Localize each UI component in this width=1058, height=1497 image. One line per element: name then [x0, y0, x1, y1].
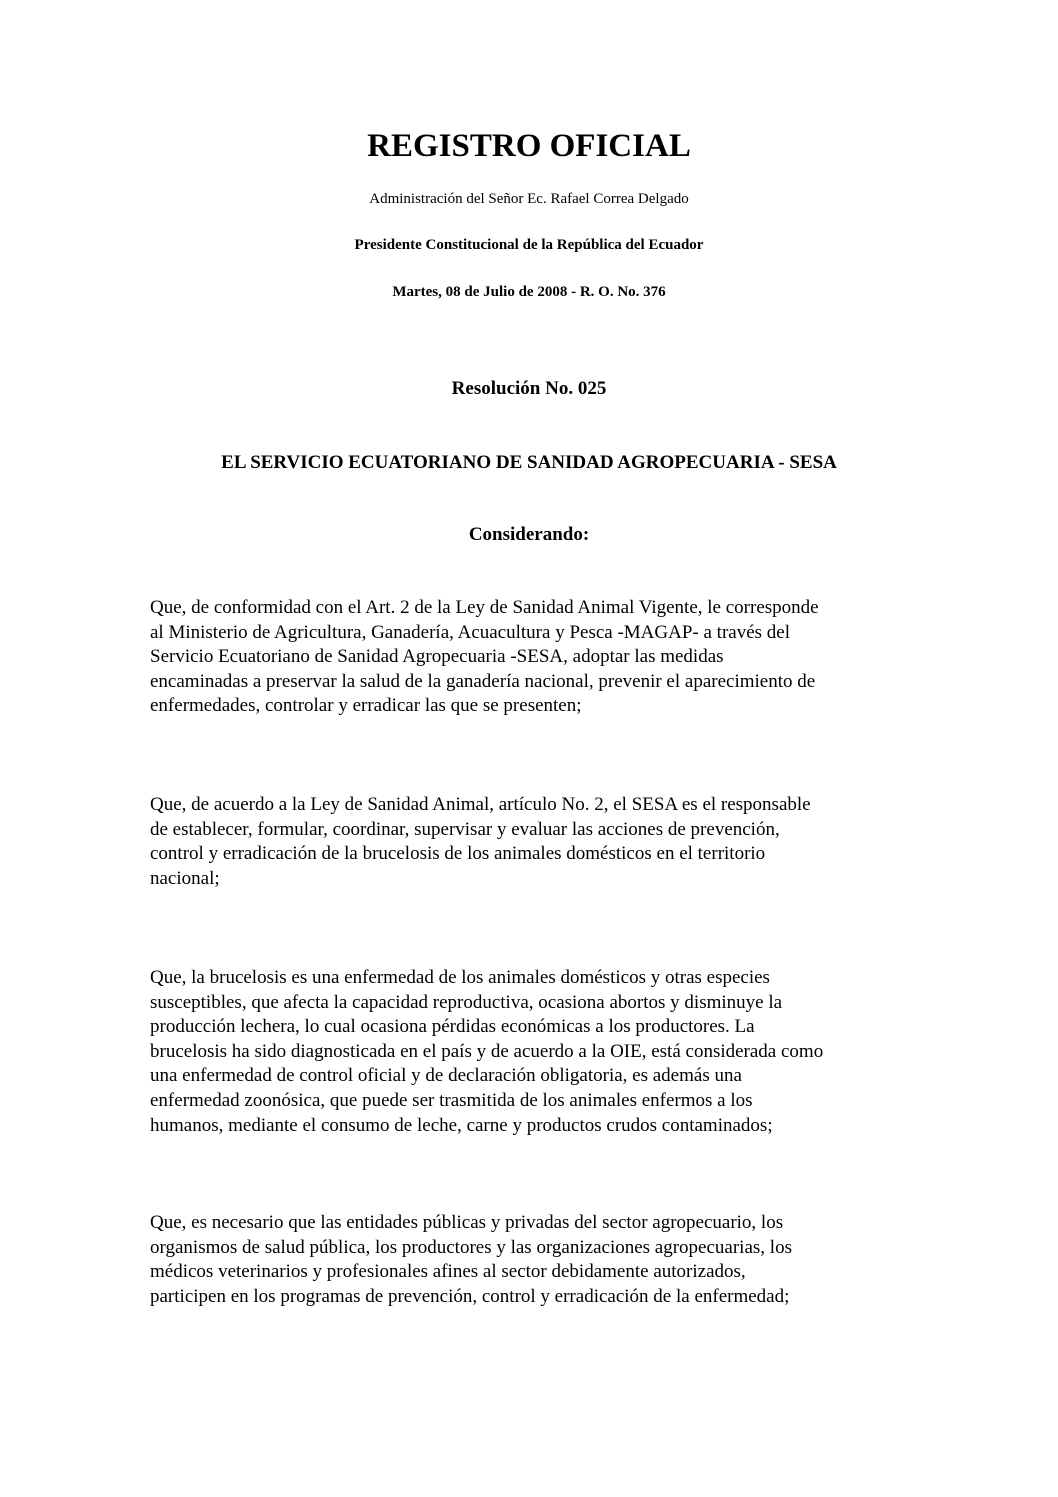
- president-line: Presidente Constitucional de la República del Ecuador: [354, 237, 704, 253]
- date-registry-line: Martes, 08 de Julio de 2008 - R. O. No. 376: [392, 284, 666, 300]
- paragraph-line: Que, es necesario que las entidades públicas y privadas del sector agropecuario, los: [150, 1212, 784, 1233]
- paragraph-line: producción lechera, lo cual ocasiona pérdidas económicas a los productores. La: [150, 1016, 755, 1038]
- paragraph-line: de establecer, formular, coordinar, supervisar y evaluar las acciones de prevención,: [150, 818, 780, 840]
- paragraph-line: participen en los programas de prevención, control y erradicación de la enfermedad;: [150, 1285, 790, 1307]
- paragraph-line: encaminadas a preservar la salud de la ganadería nacional, prevenir el aparecimiento de: [150, 670, 816, 692]
- paragraph-3: [150, 966, 920, 1138]
- paragraph-line: Que, de acuerdo a la Ley de Sanidad Animal, artículo No. 2, el SESA es el responsable: [150, 794, 811, 815]
- paragraph-line: humanos, mediante el consumo de leche, carne y productos crudos contaminados;: [150, 1114, 773, 1136]
- administration-line: Administración del Señor Ec. Rafael Correa Delgado: [369, 191, 689, 207]
- paragraph-line: Servicio Ecuatoriano de Sanidad Agropecuaria -SESA, adoptar las medidas: [150, 646, 724, 668]
- resolution-number: Resolución No. 025: [451, 378, 607, 399]
- paragraph-line: Que, de conformidad con el Art. 2 de la Ley de Sanidad Animal Vigente, le corresponde: [150, 597, 819, 618]
- paragraph-line: organismos de salud pública, los productores y las organizaciones agropecuarias, los: [150, 1236, 792, 1258]
- considering-heading: Considerando:: [468, 524, 590, 545]
- paragraph-1: [150, 596, 920, 719]
- paragraph-line: médicos veterinarios y profesionales afines al sector debidamente autorizados,: [150, 1261, 746, 1283]
- paragraph-line: al Ministerio de Agricultura, Ganadería, Acuacultura y Pesca -MAGAP- a través del: [150, 621, 790, 643]
- paragraph-line: brucelosis ha sido diagnosticada en el país y de acuerdo a la OIE, está considerada como: [150, 1040, 824, 1062]
- issuing-entity: EL SERVICIO ECUATORIANO DE SANIDAD AGROPECUARIA - SESA: [221, 452, 837, 473]
- paragraph-line: Que, la brucelosis es una enfermedad de los animales domésticos y otras especies: [150, 967, 770, 988]
- paragraph-line: susceptibles, que afecta la capacidad reproductiva, ocasiona abortos y disminuye la: [150, 991, 783, 1013]
- paragraph-line: nacional;: [150, 867, 220, 889]
- document-title: REGISTRO OFICIAL: [367, 128, 691, 164]
- paragraph-line: enfermedad zoonósica, que puede ser trasmitida de los animales enfermos a los: [150, 1089, 753, 1111]
- paragraph-line: enfermedades, controlar y erradicar las que se presenten;: [150, 695, 582, 717]
- paragraph-line: control y erradicación de la brucelosis de los animales domésticos en el territorio: [150, 843, 766, 865]
- paragraph-line: una enfermedad de control oficial y de declaración obligatoria, es además una: [150, 1065, 742, 1087]
- paragraph-2: [150, 793, 920, 891]
- paragraph-4: [150, 1211, 920, 1309]
